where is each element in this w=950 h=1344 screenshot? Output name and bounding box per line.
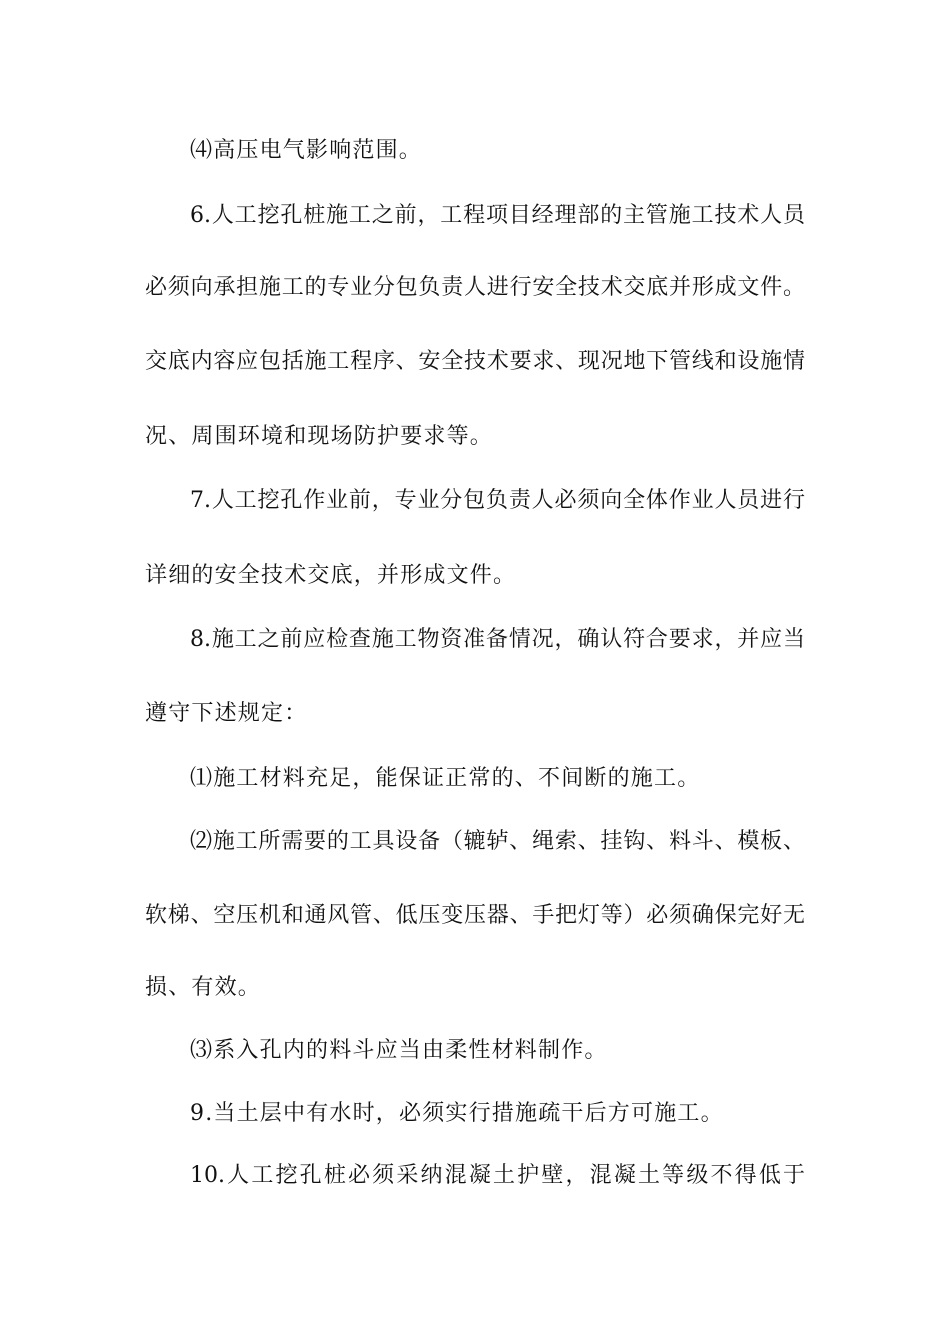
text-line-item-4: ⑷高压电气影响范围。 (190, 138, 423, 163)
text-line-rule-6: 6.人工挖孔桩施工之前，工程项目经理部的主管施工技术人员 (190, 203, 805, 228)
text-line-item-2-cont-2: 损、有效。 (145, 975, 262, 1000)
text-line-rule-8-cont: 遵守下述规定： (145, 701, 308, 726)
text-line-rule-9: 9.当土层中有水时，必须实行措施疏干后方可施工。 (190, 1101, 724, 1126)
text-line-rule-6-cont-3: 况、周围环境和现场防护要求等。 (145, 424, 494, 449)
text-line-item-3: ⑶系入孔内的料斗应当由柔性材料制作。 (190, 1038, 608, 1063)
text-line-rule-10: 10.人工挖孔桩必须采纳混凝土护壁，混凝土等级不得低于 (190, 1163, 805, 1188)
text-line-rule-8: 8.施工之前应检查施工物资准备情况，确认符合要求，并应当 (190, 627, 805, 652)
text-line-rule-7-cont: 详细的安全技术交底，并形成文件。 (145, 563, 517, 588)
text-line-item-1: ⑴施工材料充足，能保证正常的、不间断的施工。 (190, 766, 701, 791)
text-line-rule-6-cont-1: 必须向承担施工的专业分包负责人进行安全技术交底并形成文件。 (145, 275, 805, 300)
text-line-rule-6-cont-2: 交底内容应包括施工程序、安全技术要求、现况地下管线和设施情 (145, 349, 805, 374)
text-line-item-2: ⑵施工所需要的工具设备（辘轳、绳索、挂钩、料斗、模板、 (190, 829, 805, 854)
text-line-rule-7: 7.人工挖孔作业前，专业分包负责人必须向全体作业人员进行 (190, 488, 805, 513)
text-line-item-2-cont-1: 软梯、空压机和通风管、低压变压器、手把灯等）必须确保完好无 (145, 903, 805, 928)
